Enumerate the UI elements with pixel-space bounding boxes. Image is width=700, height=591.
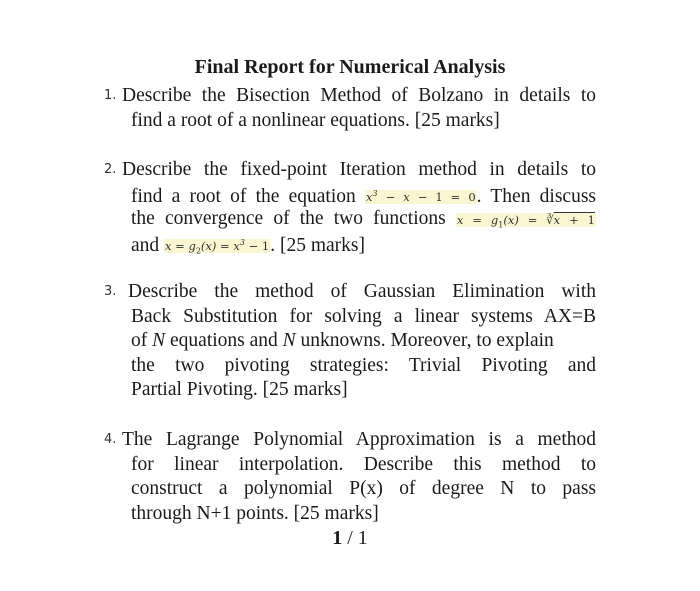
question-number: 1. bbox=[104, 88, 117, 103]
question-line: through N+1 points. [25 marks] bbox=[131, 502, 379, 524]
question-line: construct a polynomial P(x) of degree N to pass bbox=[131, 478, 596, 499]
question-line: for linear interpolation. Describe this method to bbox=[131, 453, 596, 475]
page-total: 1 bbox=[357, 527, 368, 549]
question-number: 2. bbox=[104, 162, 117, 177]
equation-g1: $x = g_1(x)$ = ∛x + 1 bbox=[456, 213, 595, 230]
question-line: the two pivoting strategies: Trivial Pivoting and bbox=[131, 354, 596, 376]
page-current: 1 bbox=[332, 527, 343, 549]
text-segment: of bbox=[131, 330, 148, 351]
page-number bbox=[0, 525, 700, 551]
question-number: 3. bbox=[104, 284, 117, 299]
report-title: Final Report for Numerical Analysis bbox=[194, 56, 506, 78]
page-separator: / bbox=[342, 527, 358, 549]
text-segment: . [25 marks] bbox=[270, 234, 365, 256]
variable-n: N bbox=[152, 330, 166, 351]
question-line bbox=[131, 329, 596, 354]
text-segment: unknowns. Moreover, to explain bbox=[300, 330, 554, 351]
equation-g2: $x = g_2(x) = x^3 - 1$ bbox=[165, 238, 270, 256]
question-number: 4. bbox=[104, 432, 117, 447]
variable-n: N bbox=[282, 330, 296, 351]
equation-cubic: $x^3 - x - 1 = 0$ bbox=[366, 189, 476, 205]
question-line: Partial Pivoting. [25 marks] bbox=[131, 379, 348, 400]
text-segment: the convergence of the two functions bbox=[131, 208, 446, 229]
text-segment: . Then discuss bbox=[476, 185, 596, 207]
text-segment: find a root of the equation bbox=[131, 185, 356, 207]
question-line: Describe the fixed-point Iteration method in details to bbox=[122, 159, 596, 180]
text-segment: equations and bbox=[170, 330, 278, 351]
question-line: Back Substitution for solving a linear systems AX=B bbox=[131, 305, 596, 327]
question-line: The Lagrange Polynomial Approximation is a method bbox=[122, 429, 596, 450]
question-line: Describe the method of Gaussian Elimination with bbox=[128, 281, 596, 302]
text-segment: and bbox=[131, 234, 160, 256]
question-line: find a root of a nonlinear equations. [25 marks] bbox=[131, 109, 500, 131]
question-line bbox=[131, 183, 596, 210]
question-line: Describe the Bisection Method of Bolzano in details to bbox=[122, 85, 596, 106]
question-line bbox=[131, 232, 596, 265]
